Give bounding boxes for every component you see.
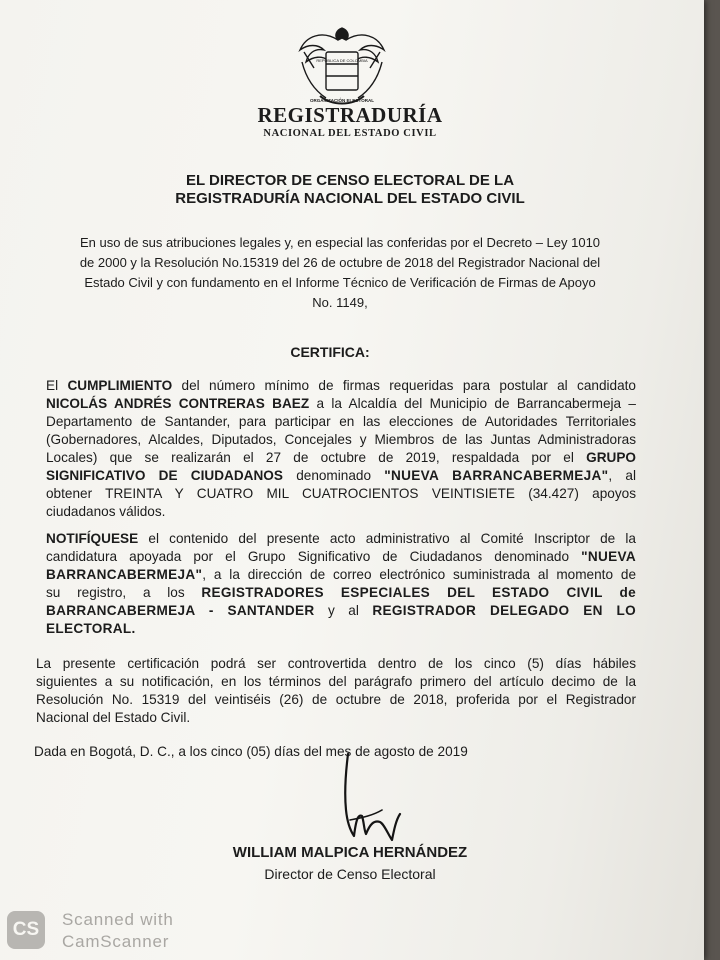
signer-name: WILLIAM MALPICA HERNÁNDEZ bbox=[232, 844, 468, 861]
paragraph-line: (Gobernadores, Alcaldes, Diputados, Concejales y Miembros de las Juntas Administradoras bbox=[46, 432, 636, 447]
paragraph-line: Resolución No. 15319 del veintiséis (26) de octubre de 2018, proferida por el Registrador bbox=[36, 692, 636, 707]
paragraph-line: Locales) que se realizarán el 27 de octubre de 2019, respaldada por el GRUPO bbox=[46, 450, 636, 465]
preamble-line: de 2000 y la Resolución No.15319 del 26 de octubre de 2018 del Registrador Nacional del bbox=[79, 255, 601, 270]
paragraph-line: La presente certificación podrá ser controvertida dentro de los cinco (5) días hábiles bbox=[36, 656, 636, 671]
paragraph-line: Departamento de Santander, para participar en las elecciones de Autoridades Territoriales bbox=[46, 414, 636, 429]
handwritten-signature bbox=[320, 750, 420, 850]
preamble-line: Estado Civil y con fundamento en el Informe Técnico de Verificación de Firmas de Apoyo bbox=[84, 275, 596, 290]
paragraph-line: obtener TREINTA Y CUATRO MIL CUATROCIENTOS VEINTISIETE (34.427) apoyos bbox=[46, 486, 636, 501]
paragraph-line: ELECTORAL. bbox=[46, 621, 136, 636]
signer-role: Director de Censo Electoral bbox=[264, 866, 436, 882]
coat-of-arms-icon bbox=[292, 22, 392, 110]
document-title-line-1: EL DIRECTOR DE CENSO ELECTORAL DE LA bbox=[185, 172, 515, 189]
paragraph-line: NICOLÁS ANDRÉS CONTRERAS BAEZ a la Alcaldía del Municipio de Barrancabermeja – bbox=[46, 396, 636, 411]
preamble-line: No. 1149, bbox=[312, 295, 368, 310]
section-heading: CERTIFICA: bbox=[290, 344, 370, 360]
paragraph-line: ciudadanos válidos. bbox=[46, 504, 166, 519]
paragraph-line: SIGNIFICATIVO DE CIUDADANOS denominado "NUEVA BARRANCABERMEJA", al bbox=[46, 468, 636, 483]
crest-text-1: REPÚBLICA DE COLOMBIA bbox=[316, 58, 368, 63]
paragraph-line: El CUMPLIMIENTO del número mínimo de firmas requeridas para postular al candidato bbox=[46, 378, 636, 393]
watermark-line-1: Scanned with bbox=[62, 910, 174, 929]
institution-name: REGISTRADURÍA bbox=[257, 103, 443, 127]
paragraph-line: siguientes a su notificación, en los términos del parágrafo primero del artículo decimo de la bbox=[36, 674, 636, 689]
document-title-line-2: REGISTRADURÍA NACIONAL DEL ESTADO CIVIL bbox=[175, 190, 525, 207]
paragraph-line: Nacional del Estado Civil. bbox=[36, 710, 191, 725]
crest-text-2: ORGANIZACIÓN ELECTORAL bbox=[310, 98, 374, 103]
preamble-line: En uso de sus atribuciones legales y, en especial las conferidas por el Decreto – Ley 1010 bbox=[79, 235, 601, 250]
paragraph-line: NOTIFÍQUESE el contenido del presente acto administrativo al Comité Inscriptor de la bbox=[46, 531, 636, 546]
paragraph-line: BARRANCABERMEJA", a la dirección de correo electrónico suministrada al momento de bbox=[46, 567, 636, 582]
watermark-line-2: CamScanner bbox=[62, 932, 170, 951]
paragraph-line: su registro, a los REGISTRADORES ESPECIALES DEL ESTADO CIVIL de bbox=[46, 585, 636, 600]
date-line: Dada en Bogotá, D. C., a los cinco (05) días del mes de agosto de 2019 bbox=[34, 744, 468, 759]
paragraph-line: candidatura apoyada por el Grupo Significativo de Ciudadanos denominado "NUEVA bbox=[46, 549, 636, 564]
institution-subtitle: NACIONAL DEL ESTADO CIVIL bbox=[263, 128, 437, 139]
camscanner-logo-icon: CS bbox=[7, 911, 45, 949]
paragraph-line: BARRANCABERMEJA - SANTANDER y al REGISTRADOR DELEGADO EN LO bbox=[46, 603, 636, 618]
